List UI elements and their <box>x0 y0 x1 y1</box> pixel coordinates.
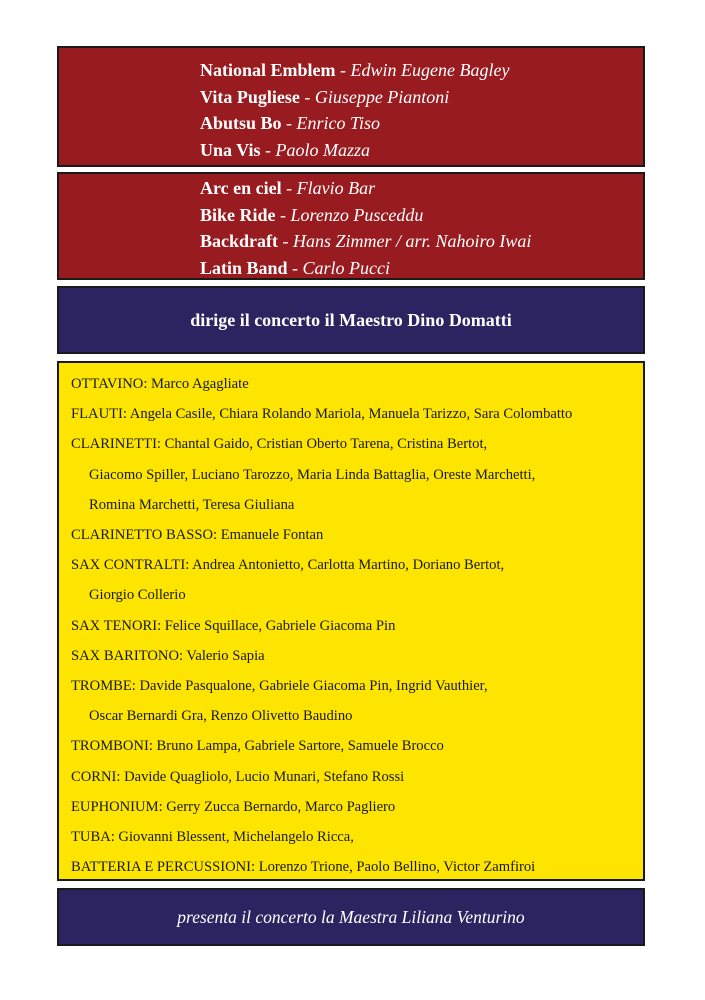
roster-line-continued: Giorgio Collerio <box>89 587 186 604</box>
roster-line: SAX BARITONO: Valerio Sapia <box>71 647 265 664</box>
piece-composer: Giuseppe Piantoni <box>314 86 450 107</box>
roster-list <box>71 369 572 882</box>
program-piece <box>200 57 509 84</box>
conductor-banner <box>57 286 645 354</box>
piece-composer: Edwin Eugene Bagley <box>350 60 510 80</box>
program-part-1 <box>57 46 645 167</box>
piece-composer: Paolo Mazza <box>275 139 371 160</box>
roster-line: CORNI: Davide Quagliolo, Lucio Munari, Stefano Rossi <box>71 768 405 785</box>
roster-line: TROMBE: Davide Pasqualone, Gabriele Giacoma Pin, Ingrid Vauthier, <box>71 678 488 695</box>
roster-line: CLARINETTO BASSO: Emanuele Fontan <box>71 527 324 544</box>
piece-title: Bike Ride <box>200 204 276 225</box>
roster-line: SAX CONTRALTI: Andrea Antonietto, Carlotta Martino, Doriano Bertot, <box>71 557 505 574</box>
piece-composer: Hans Zimmer / arr. Nahoiro Iwai <box>293 231 532 251</box>
program-piece <box>200 137 509 164</box>
roster-line: TUBA: Giovanni Blessent, Michelangelo Ricca, <box>71 829 354 846</box>
piece-title: Vita Pugliese <box>200 86 300 107</box>
program-list-2 <box>200 175 531 281</box>
program-list-1 <box>200 57 509 163</box>
roster-line-continued: Giacomo Spiller, Luciano Tarozzo, Maria Linda Battaglia, Oreste Marchetti, <box>89 466 536 483</box>
program-part-2 <box>57 172 645 280</box>
roster-line: SAX TENORI: Felice Squillace, Gabriele Giacoma Pin <box>71 617 396 634</box>
program-piece <box>200 110 509 137</box>
piece-title: Una Vis <box>200 139 261 160</box>
piece-composer: Flavio Bar <box>296 178 376 198</box>
presenter-text: presenta il concerto la Maestra Liliana Venturino <box>177 907 525 927</box>
roster-line: CLARINETTI: Chantal Gaido, Cristian Oberto Tarena, Cristina Bertot, <box>71 436 488 453</box>
roster-line: OTTAVINO: Marco Agagliate <box>71 376 249 392</box>
piece-title: Latin Band <box>200 257 288 278</box>
piece-title: National Emblem <box>200 60 336 80</box>
piece-title: Abutsu Bo <box>200 113 282 133</box>
roster-line: BATTERIA E PERCUSSIONI: Lorenzo Trione, Paolo Bellino, Victor Zamfiroi <box>71 859 536 876</box>
roster-line-continued: Oscar Bernardi Gra, Renzo Olivetto Baudino <box>89 708 353 725</box>
program-piece <box>200 175 531 202</box>
piece-separator: - <box>260 139 276 160</box>
piece-composer: Enrico Tiso <box>296 113 381 133</box>
piece-separator: - <box>278 231 293 251</box>
piece-separator: - <box>335 60 351 80</box>
conductor-text: dirige il concerto il Maestro Dino Domatti <box>190 310 512 330</box>
band-roster <box>57 361 645 881</box>
piece-separator: - <box>287 257 303 278</box>
roster-line: FLAUTI: Angela Casile, Chiara Rolando Mariola, Manuela Tarizzo, Sara Colombatto <box>71 406 573 423</box>
roster-line-continued: Romina Marchetti, Teresa Giuliana <box>89 496 295 513</box>
piece-separator: - <box>281 178 297 198</box>
piece-separator: - <box>275 204 291 225</box>
program-piece <box>200 84 509 111</box>
piece-composer: Carlo Pucci <box>302 257 391 278</box>
piece-separator: - <box>281 113 297 133</box>
piece-title: Backdraft <box>200 231 278 251</box>
program-piece <box>200 255 531 282</box>
roster-line: TROMBONI: Bruno Lampa, Gabriele Sartore, Samuele Brocco <box>71 738 444 755</box>
piece-separator: - <box>299 86 315 107</box>
piece-composer: Lorenzo Pusceddu <box>290 204 424 225</box>
roster-line: EUPHONIUM: Gerry Zucca Bernardo, Marco Pagliero <box>71 798 396 815</box>
presenter-banner <box>57 888 645 946</box>
piece-title: Arc en ciel <box>200 178 282 198</box>
program-piece <box>200 228 531 255</box>
program-piece <box>200 202 531 229</box>
